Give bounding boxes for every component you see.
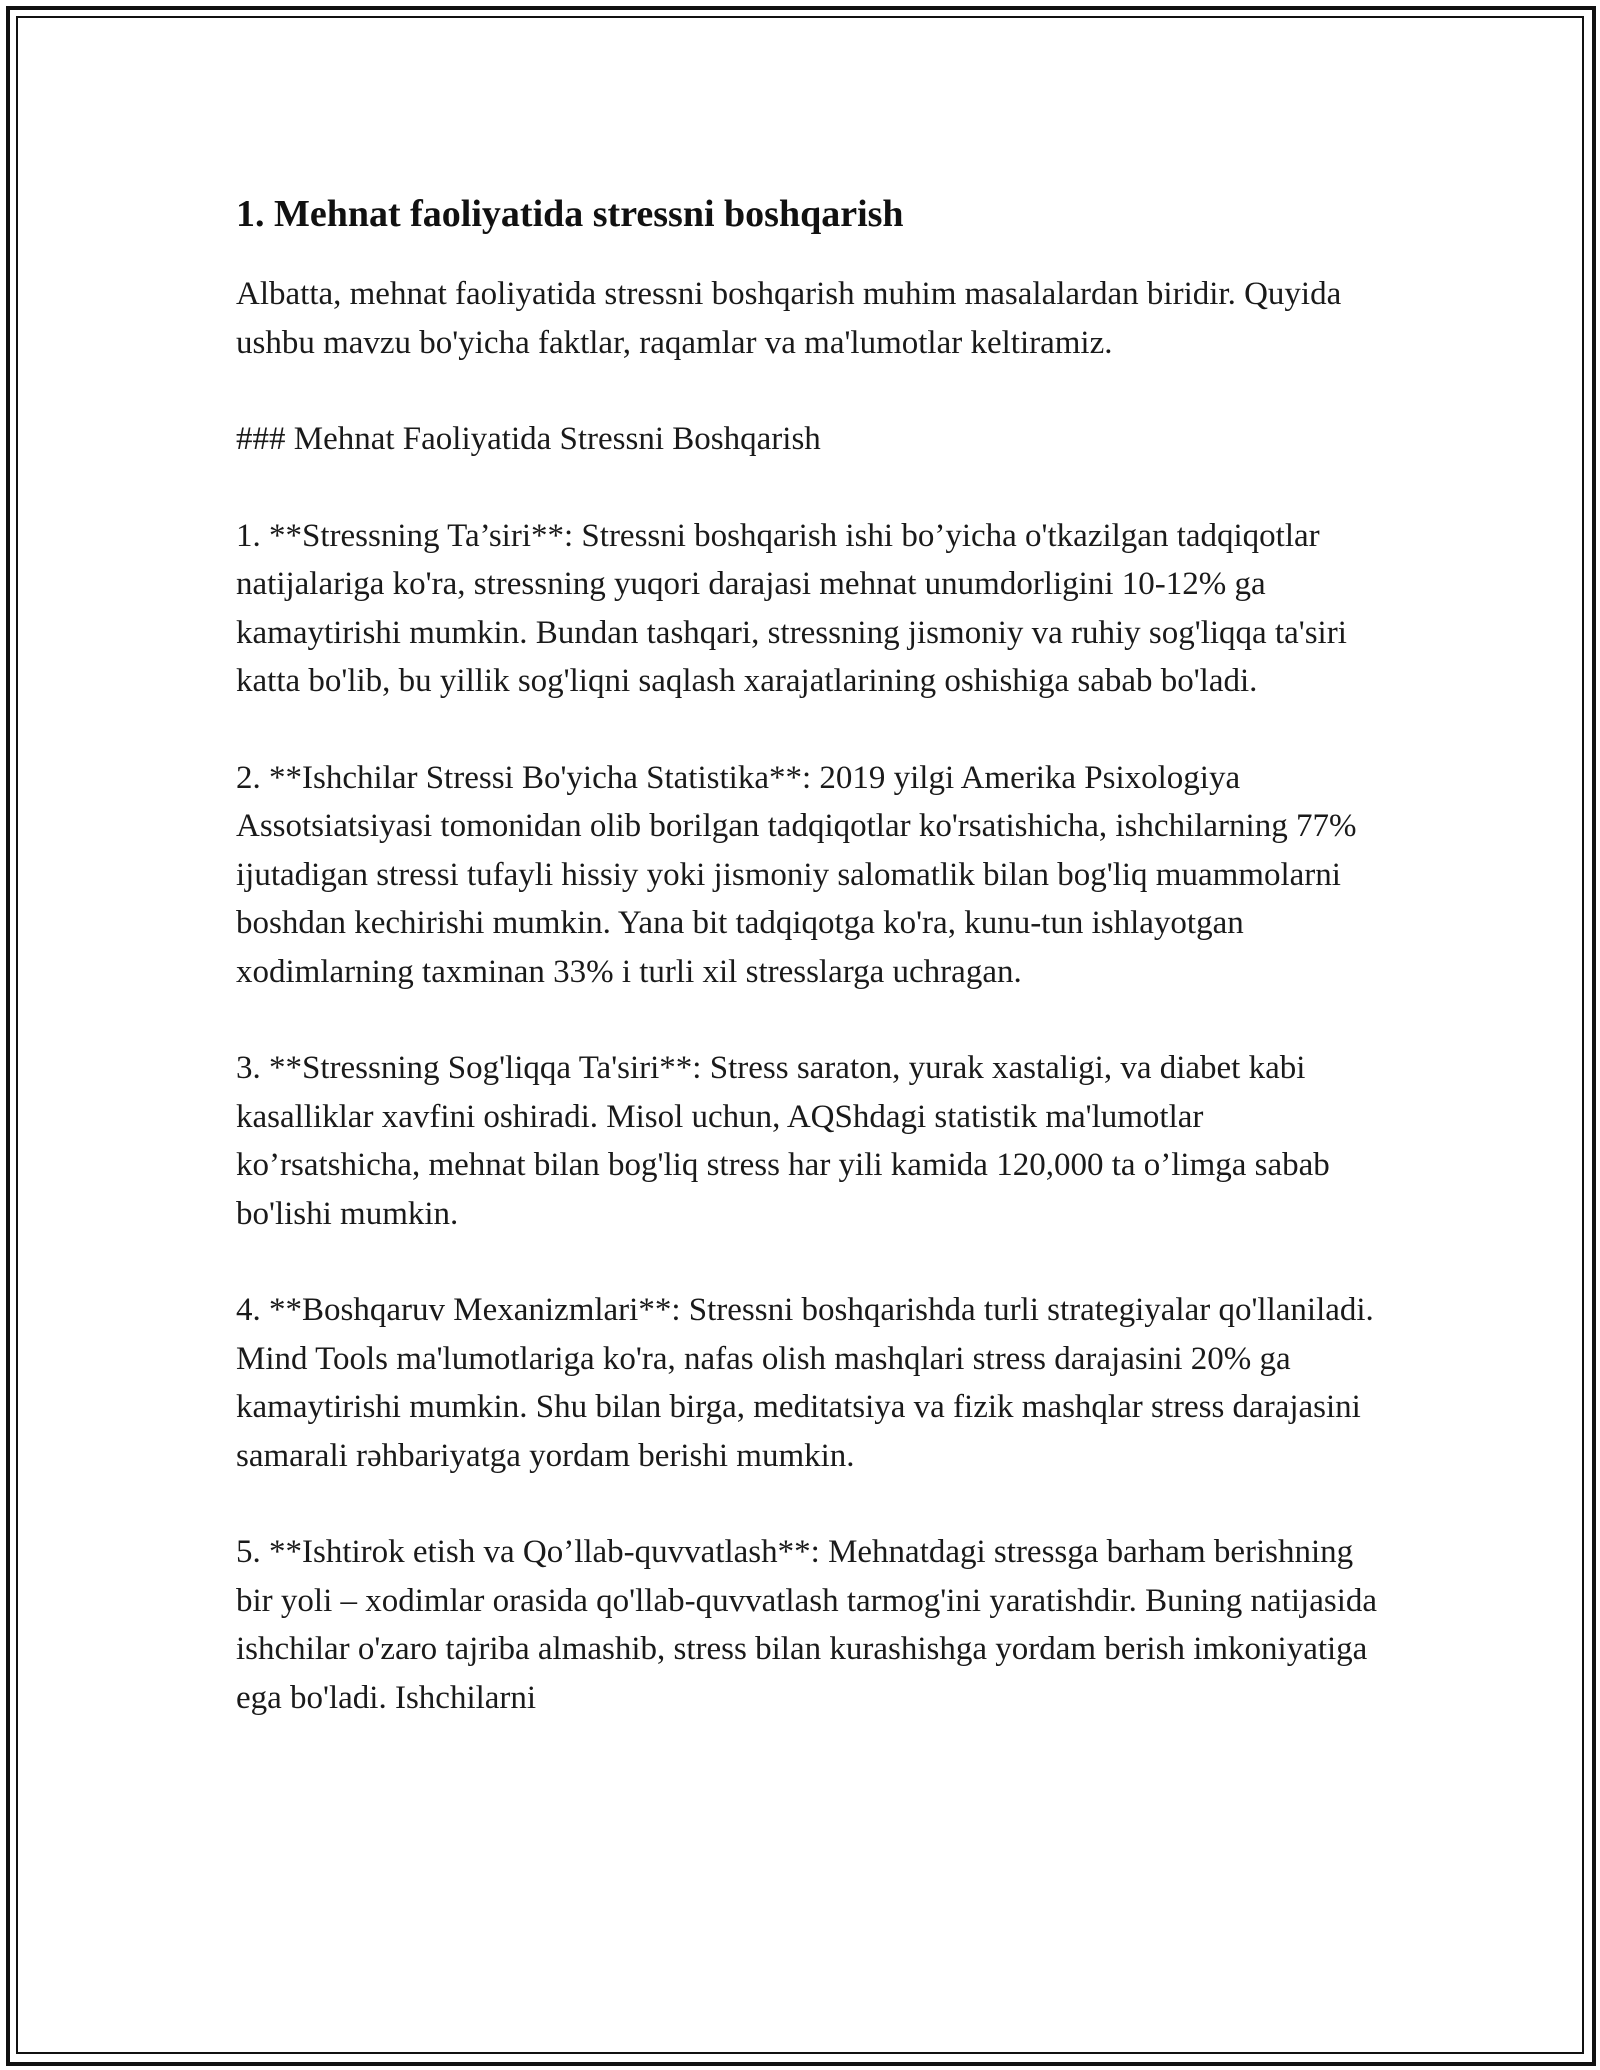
section-heading-text: ### Mehnat Faoliyatida Stressni Boshqarish xyxy=(236,421,821,457)
list-item-participation-support: 5. **Ishtirok etish va Qo’llab-quvvatlash**: Mehnatdagi stressga barham berishning bir yoli – xodimlar orasida qo'llab-quvvatlash tarmog'ini yaratishdir. Buning natijasida ishchilar o'zaro tajriba almashib, stress bilan kurashishga yordam berish imkoniyatiga ega bo'ladi. Ishchilarni xyxy=(236,1534,1378,1716)
list-item-health-impact: 3. **Stressning Sog'liqqa Ta'siri**: Stress saraton, yurak xastaligi, va diabet kabi kasalliklar xavfini oshiradi. Misol uchun, AQShdagi statistik ma'lumotlar ko’rsatshicha, mehnat bilan bog'liq stress har yili kamida 120,000 ta o’limga sabab bo'lishi mumkin. xyxy=(236,1050,1330,1232)
intro-paragraph: Albatta, mehnat faoliyatida stressni boshqarish muhim masalalardan biridir. Quyida ushbu mavzu bo'yicha faktlar, raqamlar va ma'lumotlar keltiramiz. xyxy=(236,276,1342,361)
list-item-management-mechanisms: 4. **Boshqaruv Mexanizmlari**: Stressni boshqarishda turli strategiyalar qo'llaniladi. Mind Tools ma'lumotlariga ko'ra, nafas olish mashqlari stress darajasini 20% ga kamaytirishi mumkin. Shu bilan birga, meditatsiya va fizik mashqlar stress darajasini samarali rəhbariyatga yordam berishi mumkin. xyxy=(236,1292,1374,1474)
document-title: 1. Mehnat faoliyatida stressni boshqarish xyxy=(236,193,904,235)
list-item-worker-statistics: 2. **Ishchilar Stressi Bo'yicha Statistika**: 2019 yilgi Amerika Psixologiya Assotsiatsiyasi tomonidan olib borilgan tadqiqotlar ko'rsatishicha, ishchilarning 77% ijutadigan stressi tufayli hissiy yoki jismoniy salomatlik bilan bog'liq muammolarni boshdan kechirishi mumkin. Yana bit tadqiqotga ko'ra, kunu-tun ishlayotgan xodimlarning taxminan 33% i turli xil stresslarga uchragan. xyxy=(236,759,1357,990)
document-body xyxy=(236,188,1386,1722)
list-item-stress-impact: 1. **Stressning Ta’siri**: Stressni boshqarish ishi bo’yicha o'tkazilgan tadqiqotlar natijalariga ko'ra, stressning yuqori darajasi mehnat unumdorligini 10-12% ga kamaytirishi mumkin. Bundan tashqari, stressning jismoniy va ruhiy sog'liqqa ta'siri katta bo'lib, bu yillik sog'liqni saqlash xarajatlarining oshishiga sabab bo'ladi. xyxy=(236,517,1347,699)
